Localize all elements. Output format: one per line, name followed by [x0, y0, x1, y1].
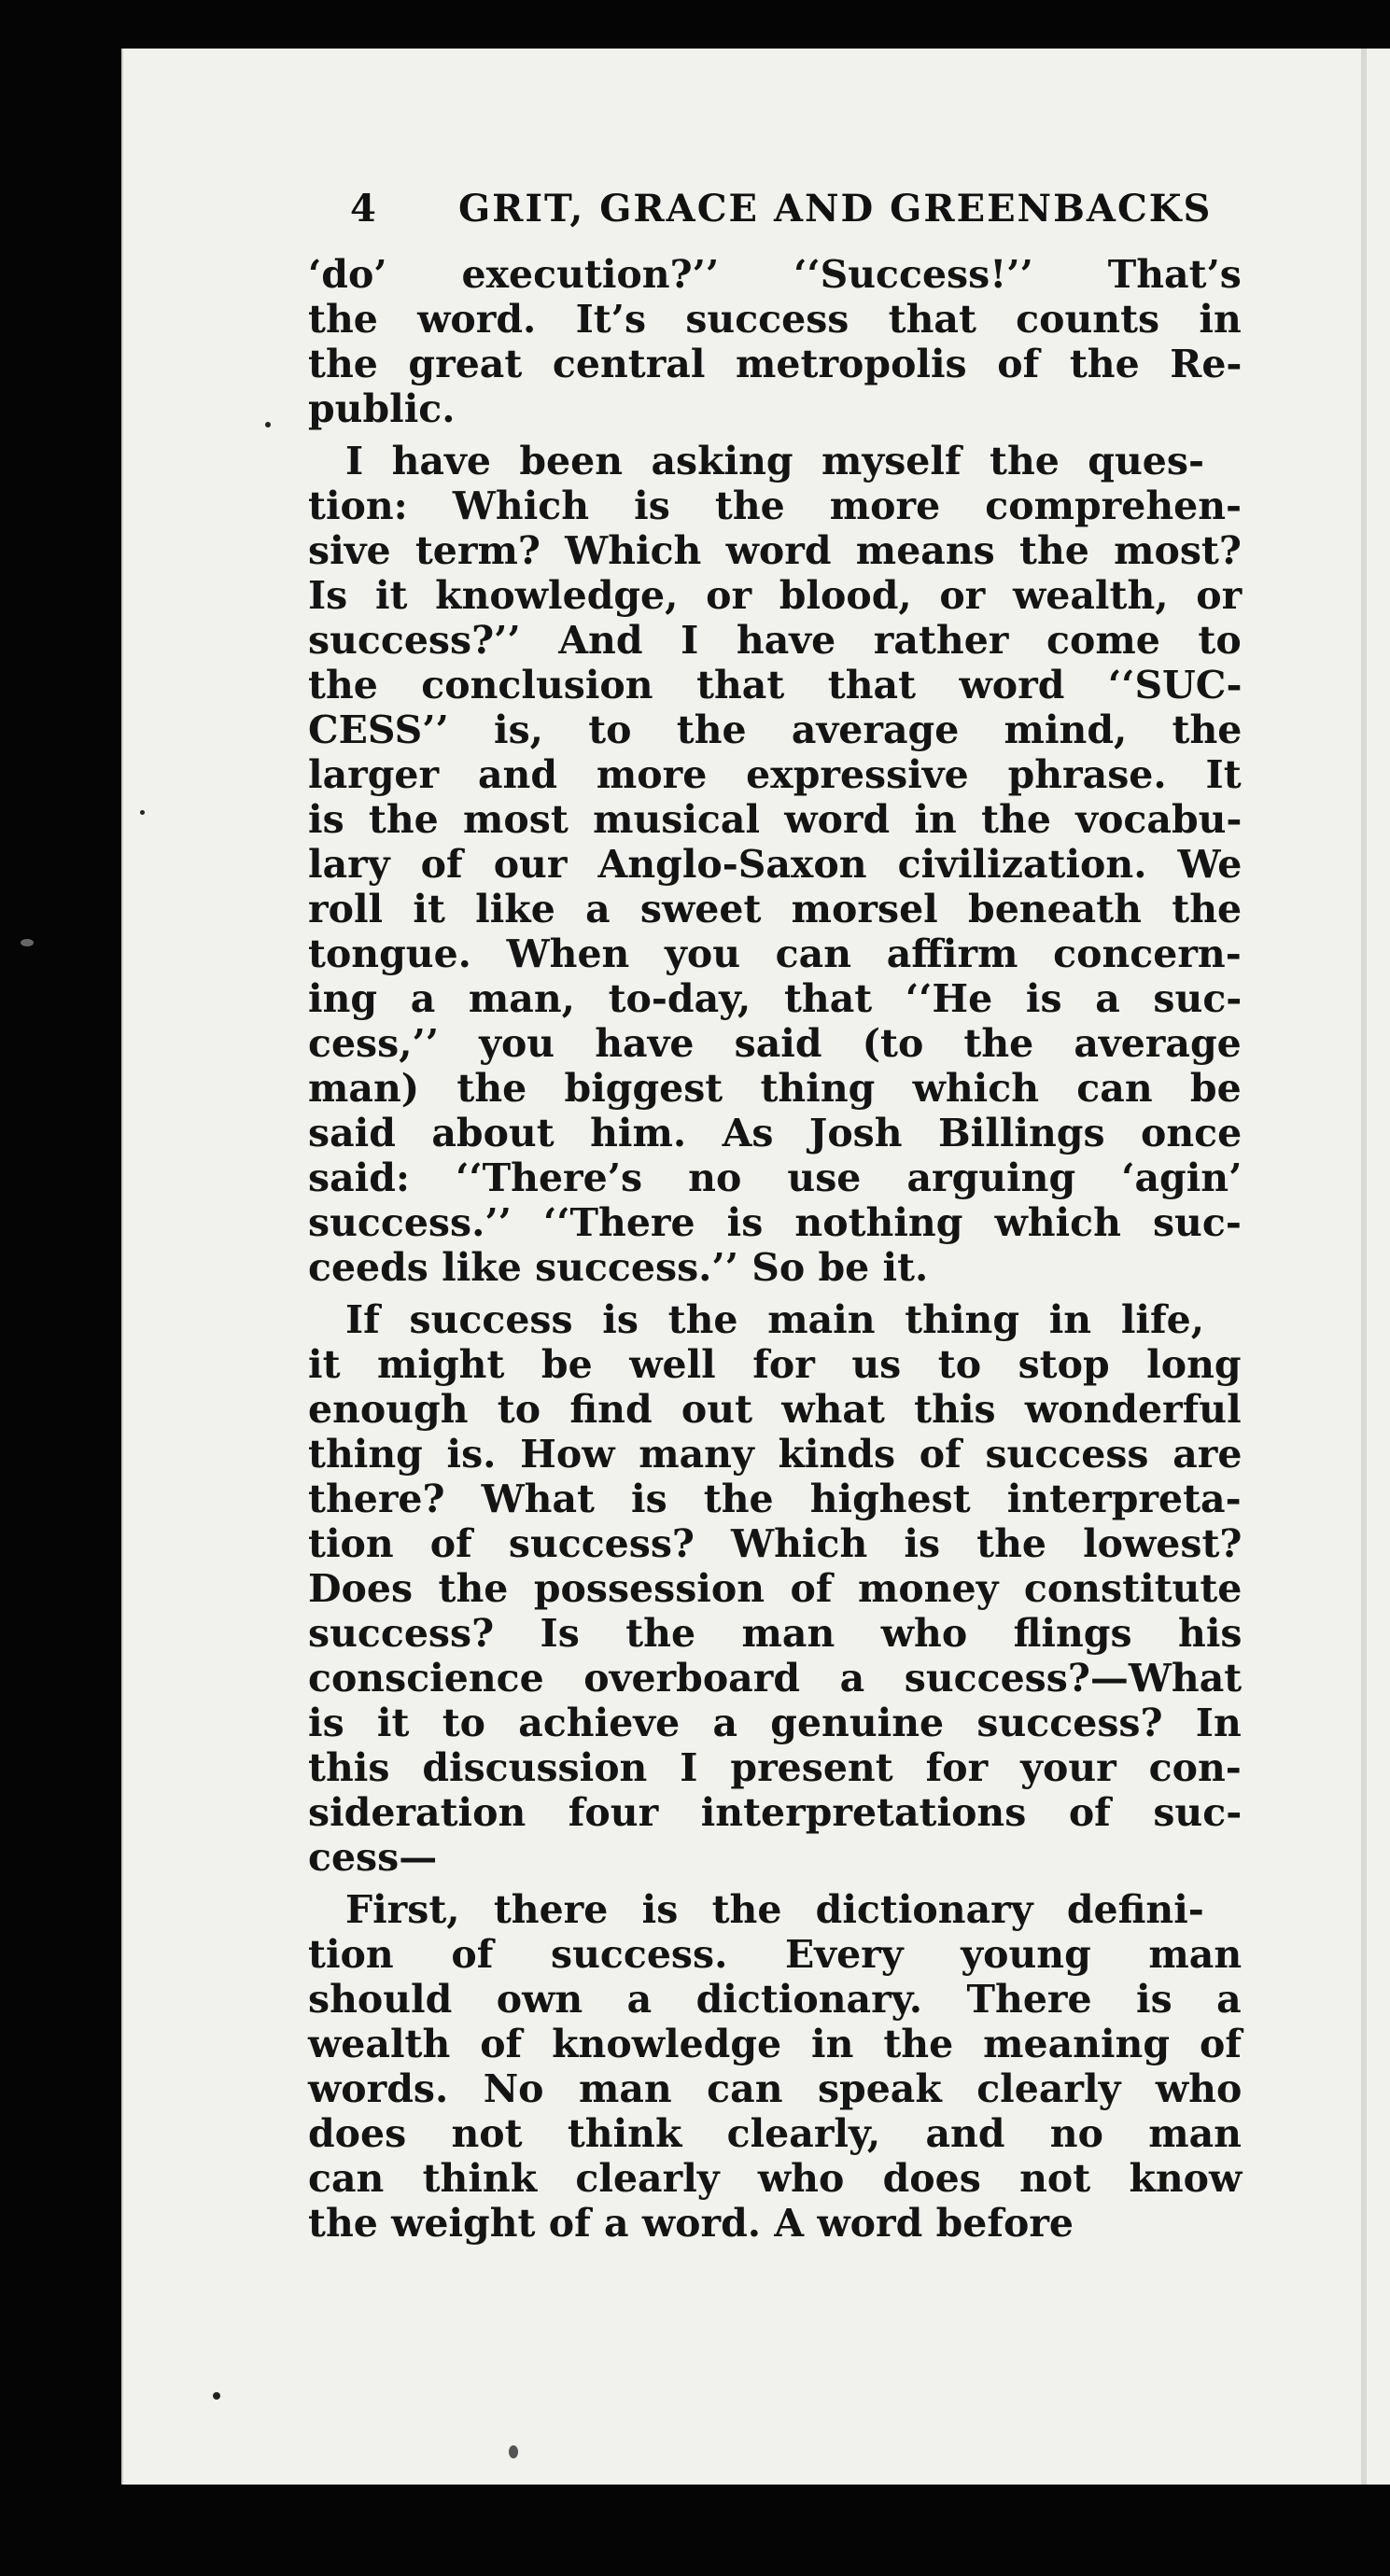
text-line: this discussion I present for your con- [308, 1745, 1242, 1790]
running-head [350, 187, 1246, 231]
text-line: man) the biggest thing which can be [308, 1066, 1242, 1111]
running-title: GRIT, GRACE AND GREENBACKS [457, 187, 1213, 231]
text-line: the weight of a word. A word before [308, 2201, 1074, 2246]
text-line: CESS’’ is, to the average mind, the [308, 707, 1243, 752]
text-line: enough to find out what this wonderful [308, 1387, 1242, 1432]
text-line: cess— [308, 1835, 438, 1880]
text-line: If success is the main thing in life, [345, 1297, 1204, 1342]
text-line: thing is. How many kinds of success are [308, 1432, 1243, 1477]
text-line: First, there is the dictionary defini- [345, 1887, 1204, 1932]
text-line: success.’’ ‘‘There is nothing which suc- [308, 1200, 1242, 1245]
text-line: public. [308, 386, 456, 431]
text-line: is the most musical word in the vocabu- [308, 797, 1243, 842]
text-line: conscience overboard a success?—What [308, 1656, 1243, 1701]
paragraph [308, 439, 1242, 1290]
text-line: there? What is the highest interpreta- [308, 1477, 1242, 1521]
text-line: said: ‘‘There’s no use arguing ‘agin’ [308, 1155, 1243, 1200]
text-line: tongue. When you can affirm concern- [308, 931, 1242, 976]
text-line: words. No man can speak clearly who [308, 2066, 1243, 2111]
text-line: success?’’ And I have rather come to [308, 618, 1242, 663]
text-line: success? Is the man who flings his [308, 1611, 1243, 1656]
paragraph [308, 252, 1242, 431]
text-line: lary of our Anglo-Saxon civilization. We [308, 842, 1243, 887]
text-line: sive term? Which word means the most? [308, 528, 1242, 573]
text-line: Does the possession of money constitute [308, 1566, 1243, 1611]
page-number: 4 [350, 187, 378, 231]
text-line: larger and more expressive phrase. It [308, 752, 1242, 797]
text-line: cess,’’ you have said (to the average [308, 1021, 1242, 1066]
text-line: does not think clearly, and no man [308, 2111, 1242, 2156]
text-line: wealth of knowledge in the meaning of [308, 2022, 1242, 2066]
text-line: sideration four interpretations of suc- [308, 1790, 1243, 1835]
text-line: the word. It’s success that counts in [308, 297, 1242, 342]
text-line: is it to achieve a genuine success? In [308, 1701, 1242, 1745]
text-line: tion: Which is the more comprehen- [308, 483, 1243, 528]
text-line: ing a man, to-day, that ‘‘He is a suc- [308, 976, 1243, 1021]
text-line: the great central metropolis of the Re- [308, 342, 1243, 386]
text-line: can think clearly who does not know [308, 2156, 1243, 2201]
text-line: should own a dictionary. There is a [308, 1977, 1242, 2022]
scan-speck [509, 2445, 518, 2458]
text-line: tion of success. Every young man [308, 1932, 1243, 1977]
body-text [308, 252, 1242, 2246]
page-fold-edge [1361, 49, 1367, 2485]
text-line: tion of success? Which is the lowest? [308, 1521, 1243, 1566]
text-line: roll it like a sweet morsel beneath the [308, 887, 1243, 931]
text-line: ceeds like success.’’ So be it. [308, 1245, 929, 1290]
text-line: it might be well for us to stop long [308, 1342, 1242, 1387]
scan-speck [21, 939, 34, 946]
text-line: Is it knowledge, or blood, or wealth, or [308, 573, 1243, 618]
text-line: ‘do’ execution?’’ ‘‘Success!’’ That’s [308, 252, 1242, 297]
paragraph [308, 1297, 1242, 1880]
text-line: I have been asking myself the ques- [345, 439, 1204, 483]
scan-speck [140, 810, 145, 815]
text-line: said about him. As Josh Billings once [308, 1111, 1243, 1155]
scan-speck [213, 2392, 220, 2400]
paragraph [308, 1887, 1242, 2246]
text-line: the conclusion that that word ‘‘SUC- [308, 663, 1243, 707]
scan-speck [265, 422, 271, 427]
